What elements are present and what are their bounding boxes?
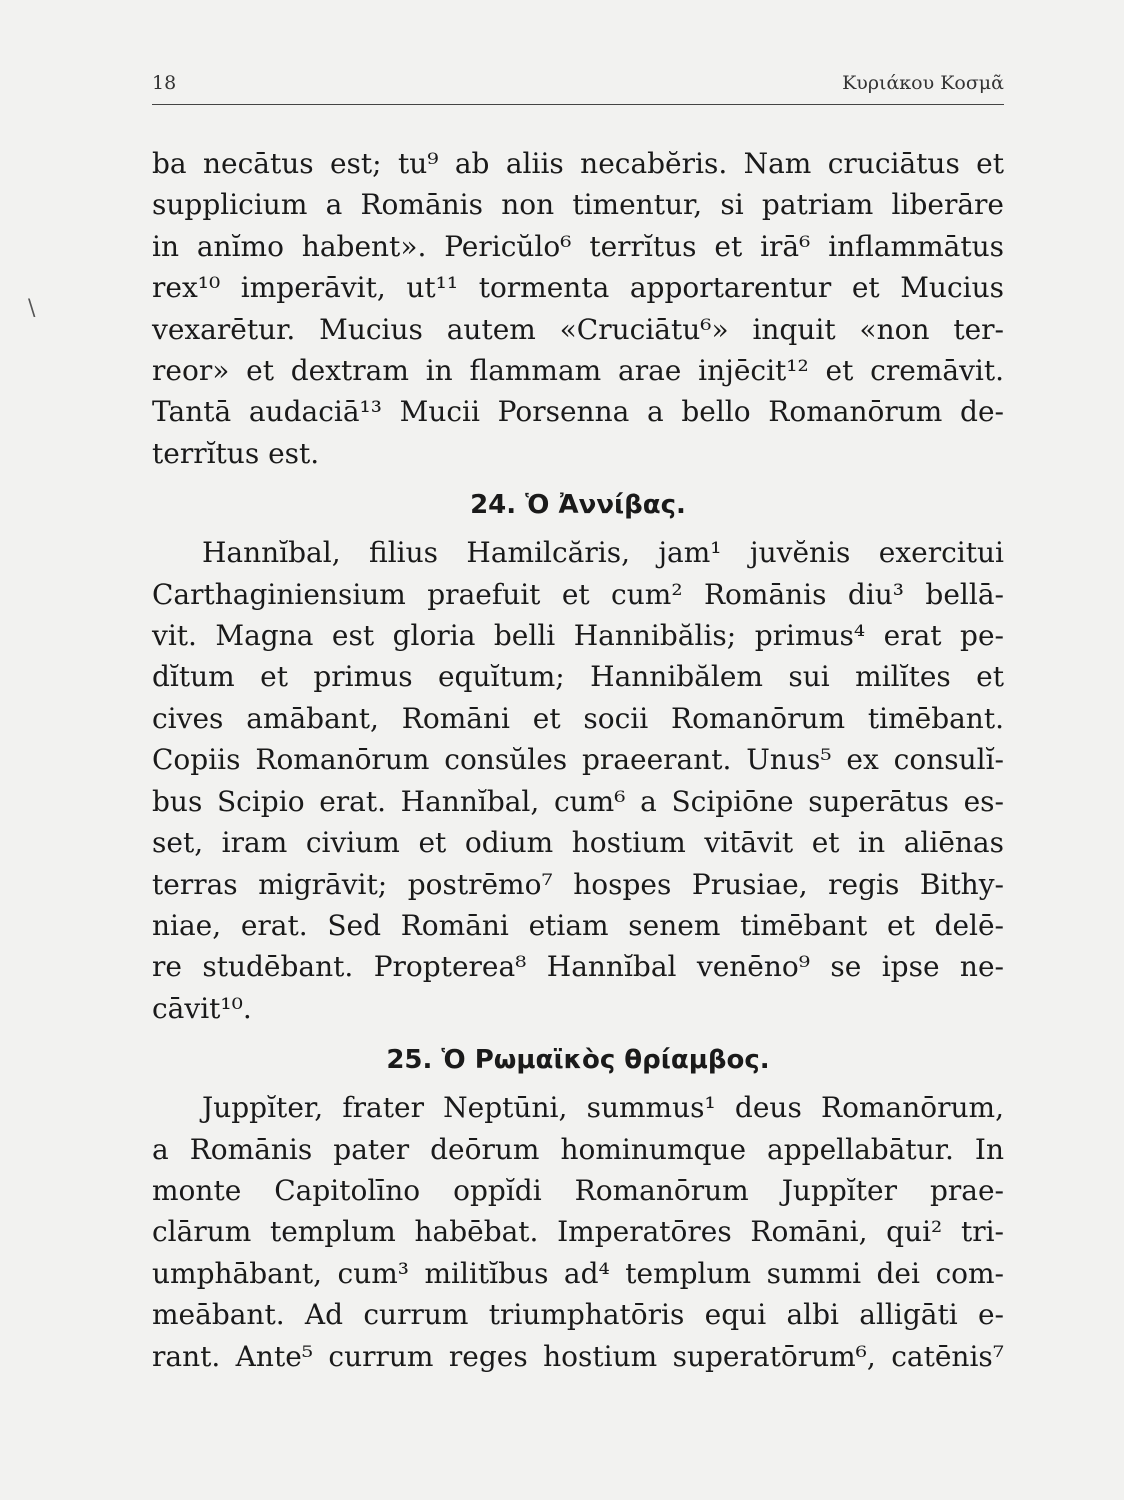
text-line: rex¹⁰ imperāvit, ut¹¹ tormenta apportarentur et Mucius — [152, 271, 1004, 305]
text-line: terras migrāvit; postrēmo⁷ hospes Prusiae, regis Bithy- — [152, 867, 1004, 901]
text-line: bus Scipio erat. Hannĭbal, cum⁶ a Scipiōne superātus es- — [152, 784, 1004, 818]
running-head — [152, 72, 1004, 94]
text-line: clārum templum habēbat. Imperatōres Romāni, qui² tri- — [152, 1215, 1004, 1249]
page-number: 18 — [152, 72, 177, 94]
text-line: reor» et dextram in flammam arae injēcit¹² et cremāvit. — [152, 354, 1004, 388]
page-body — [152, 143, 1004, 1377]
text-line: cives amābant, Romāni et socii Romanōrum timēbant. — [152, 701, 1004, 735]
text-line: rant. Ante⁵ currum reges hostium superatōrum⁶, catēnis⁷ — [152, 1339, 1004, 1373]
text-line: re studēbant. Propterea⁸ Hannĭbal venēno⁹ se ipse ne- — [152, 950, 1004, 984]
text-line: vexarētur. Mucius autem «Cruciātu⁶» inquit «non ter- — [152, 312, 1004, 346]
section-heading-24: 24. Ὁ Ἀννίβας. — [470, 490, 686, 521]
text-line: monte Capitolīno oppĭdi Romanōrum Juppĭter prae- — [152, 1173, 1004, 1207]
text-line: dĭtum et primus equĭtum; Hannibălem sui milĭtes et — [152, 660, 1004, 694]
running-head-author: Κυριάκου Κοσμᾶ — [842, 72, 1004, 94]
text-line: a Romānis pater deōrum hominumque appellabātur. In — [152, 1132, 1004, 1166]
text-line: Carthaginiensium praefuit et cum² Romānis diu³ bellā- — [152, 577, 1004, 611]
section-heading-25: 25. Ὁ Ρωμαϊκὸς θρίαμβος. — [386, 1045, 770, 1076]
text-line: cāvit¹⁰. — [152, 991, 252, 1025]
text-line: Hannĭbal, filius Hamilcăris, jam¹ juvĕnis exercitui — [202, 536, 1004, 570]
text-line: Copiis Romanōrum consŭles praeerant. Unus⁵ ex consulĭ- — [152, 743, 1004, 777]
text-line: Juppĭter, frater Neptūni, summus¹ deus Romanōrum, — [202, 1091, 1004, 1125]
text-line: supplicium a Romānis non timentur, si patriam liberāre — [152, 188, 1004, 222]
text-line: umphābant, cum³ militĭbus ad⁴ templum summi dei com- — [152, 1256, 1004, 1290]
text-line: ba necātus est; tu⁹ ab aliis necabĕris. Nam cruciātus et — [152, 147, 1004, 180]
text-line: niae, erat. Sed Romāni etiam senem timēbant et delē- — [152, 908, 1004, 942]
paragraph-hannibal — [152, 532, 1004, 1029]
text-line: in anĭmo habent». Pericŭlo⁶ terrĭtus et irā⁶ inflammātus — [152, 229, 1004, 263]
paragraph-triumph — [152, 1087, 1004, 1377]
stray-mark: \ — [28, 296, 36, 321]
text-line: terrĭtus est. — [152, 436, 320, 470]
text-line: meābant. Ad currum triumphatōris equi albi alligāti e- — [152, 1298, 1004, 1332]
text-line: set, iram civium et odium hostium vitāvit et in aliēnas — [152, 826, 1004, 860]
text-line: Tantā audaciā¹³ Mucii Porsenna a bello Romanōrum de- — [152, 395, 1004, 429]
header-rule — [152, 104, 1004, 105]
paragraph-mucius — [152, 143, 1004, 474]
text-line: vit. Magna est gloria belli Hannibălis; primus⁴ erat pe- — [152, 619, 1004, 653]
